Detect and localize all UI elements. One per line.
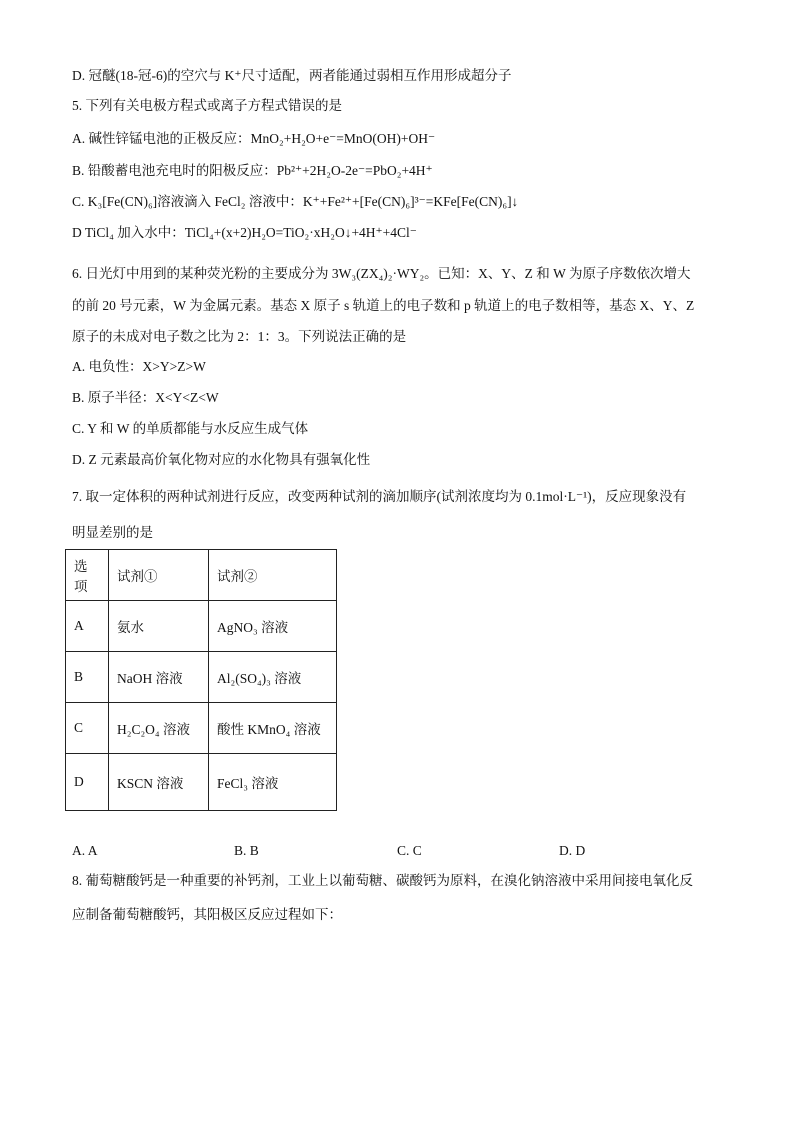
cell-reagent-2: AgNO₃ 溶液 xyxy=(209,601,337,652)
table-header-row xyxy=(66,550,337,601)
header-option: 选项 xyxy=(66,550,109,601)
q6-stem-line-3: 原子的未成对电子数之比为 2：1：3。下列说法正确的是 xyxy=(72,329,407,344)
table-row xyxy=(66,601,337,652)
q7-option-d: D. D xyxy=(559,843,586,858)
cell-reagent-2: FeCl₃ 溶液 xyxy=(209,754,337,811)
q7-reagent-table xyxy=(65,549,337,811)
q5-option-d: D TiCl₄ 加入水中：TiCl₄+(x+2)H₂O=TiO₂·xH₂O↓+4H⁺+4Cl⁻ xyxy=(72,225,417,240)
q6-option-a: A. 电负性：X>Y>Z>W xyxy=(72,359,206,374)
q7-stem-line-1: 7. 取一定体积的两种试剂进行反应，改变两种试剂的滴加顺序(试剂浓度均为 0.1mol·L⁻¹)，反应现象没有 xyxy=(72,489,687,504)
q5-option-c: C. K₃[Fe(CN)₆]溶液滴入 FeCl₂ 溶液中：K⁺+Fe²⁺+[Fe(CN)₆]³⁻=KFe[Fe(CN)₆]↓ xyxy=(72,194,519,209)
cell-reagent-1: H₂C₂O₄ 溶液 xyxy=(109,703,209,754)
q5-option-a: A. 碱性锌锰电池的正极反应：MnO₂+H₂O+e⁻=MnO(OH)+OH⁻ xyxy=(72,131,436,146)
header-reagent-1: 试剂① xyxy=(109,550,209,601)
table-row xyxy=(66,754,337,811)
q6-option-b: B. 原子半径：X<Y<Z<W xyxy=(72,390,219,405)
cell-reagent-1: KSCN 溶液 xyxy=(109,754,209,811)
q7-stem-line-2: 明显差别的是 xyxy=(72,525,153,540)
q8-stem-line-2: 应制备葡萄糖酸钙，其阳极区反应过程如下： xyxy=(72,907,342,922)
q7-option-c: C. C xyxy=(397,843,422,858)
q5-stem: 5. 下列有关电极方程式或离子方程式错误的是 xyxy=(72,98,342,113)
cell-option: D xyxy=(66,754,109,811)
q7-option-b: B. B xyxy=(234,843,259,858)
q6-stem-line-1: 6. 日光灯中用到的某种荧光粉的主要成分为 3W₃(ZX₄)₂·WY₂。已知：X、Y、Z 和 W 为原子序数依次增大 xyxy=(72,266,691,281)
q7-option-a: A. A xyxy=(72,843,98,858)
q5-option-b: B. 铅酸蓄电池充电时的阳极反应：Pb²⁺+2H₂O-2e⁻=PbO₂+4H⁺ xyxy=(72,163,433,178)
cell-reagent-2: Al₂(SO₄)₃ 溶液 xyxy=(209,652,337,703)
q6-option-c: C. Y 和 W 的单质都能与水反应生成气体 xyxy=(72,421,309,436)
q4-option-d: D. 冠醚(18-冠-6)的空穴与 K⁺尺寸适配，两者能通过弱相互作用形成超分子 xyxy=(72,68,512,83)
cell-option: C xyxy=(66,703,109,754)
cell-reagent-1: 氨水 xyxy=(109,601,209,652)
cell-option: B xyxy=(66,652,109,703)
q6-stem-line-2: 的前 20 号元素，W 为金属元素。基态 X 原子 s 轨道上的电子数和 p 轨道上的电子数相等，基态 X、Y、Z xyxy=(72,298,695,313)
q8-stem-line-1: 8. 葡萄糖酸钙是一种重要的补钙剂，工业上以葡萄糖、碳酸钙为原料，在溴化钠溶液中采用间接电氧化反 xyxy=(72,873,693,888)
table-row xyxy=(66,652,337,703)
cell-reagent-1: NaOH 溶液 xyxy=(109,652,209,703)
cell-option: A xyxy=(66,601,109,652)
q6-option-d: D. Z 元素最高价氧化物对应的水化物具有强氧化性 xyxy=(72,452,371,467)
table-row xyxy=(66,703,337,754)
header-reagent-2: 试剂② xyxy=(209,550,337,601)
cell-reagent-2: 酸性 KMnO₄ 溶液 xyxy=(209,703,337,754)
